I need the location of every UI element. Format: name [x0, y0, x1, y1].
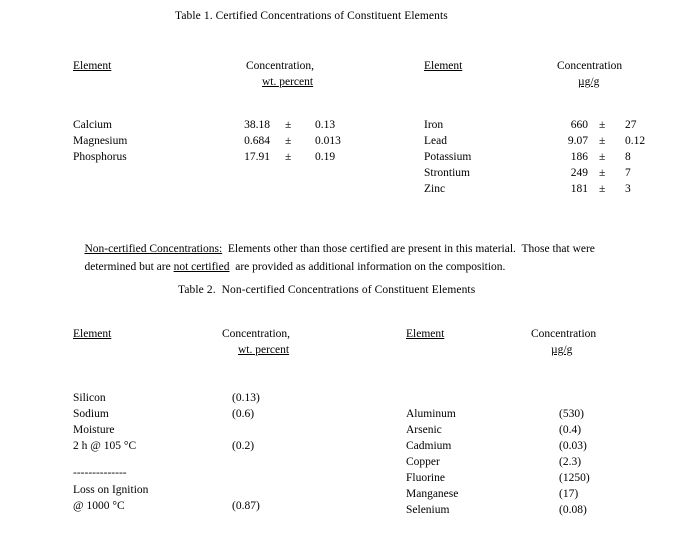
table-row-value: (0.13) — [232, 392, 260, 404]
table1-title: Table 1. Certified Concentrations of Constituent Elements — [175, 10, 448, 22]
table-row-value: 9.07 — [567, 135, 588, 147]
table-row-element: Potassium — [424, 151, 472, 163]
table-row-element: Lead — [424, 135, 447, 147]
table-row-value: 0.684 — [244, 135, 270, 147]
table1-right-concentration-header-line1: Concentration — [557, 60, 623, 72]
noncertified-note-text: Elements other than those certified are present in this material. Those that were — [222, 243, 595, 255]
table-row-value: 17.91 — [244, 151, 270, 163]
table-row-value: (0.2) — [232, 440, 255, 452]
table2-right-concentration-header-line1: Concentration — [531, 328, 597, 340]
table1-right-concentration-header-line2: µg/g — [578, 76, 600, 88]
table-row-value: 249 — [570, 167, 588, 179]
table-row-element: Strontium — [424, 167, 471, 179]
table-row-value: (530) — [559, 408, 584, 420]
table-row-uncertainty: 0.13 — [315, 119, 336, 131]
table-row-uncertainty: 0.19 — [315, 151, 336, 163]
table-row-plusminus: ± — [285, 151, 292, 163]
table-row-value: 660 — [570, 119, 588, 131]
table-row-value: (1250) — [559, 472, 590, 484]
table1-left-concentration-header-line2: wt. percent — [262, 76, 314, 88]
table-row-plusminus: ± — [285, 135, 292, 147]
table-row-uncertainty: 7 — [625, 167, 631, 179]
table2-left-concentration-header-line1: Concentration, — [222, 328, 291, 340]
table-row-plusminus: ± — [599, 135, 606, 147]
table-row-uncertainty: 0.013 — [315, 135, 341, 147]
noncertified-note-line2-part2: are provided as additional information on the composition. — [229, 261, 506, 273]
table2-right-element-header: Element — [406, 328, 445, 340]
table-row-value: (0.03) — [559, 440, 587, 452]
noncertified-note-line2-underlined: not certified — [173, 261, 230, 273]
table1-left-element-header: Element — [73, 60, 112, 72]
table-row-element: Copper — [406, 456, 440, 468]
table-row-element: 2 h @ 105 °C — [73, 440, 137, 452]
table-row-value: 38.18 — [244, 119, 270, 131]
table-row-element: Silicon — [73, 392, 106, 404]
table-row-uncertainty: 8 — [625, 151, 631, 163]
table1-left-concentration-header-line1: Concentration, — [246, 60, 315, 72]
noncertified-note-line2-part1: determined but are — [84, 261, 174, 273]
table-row-plusminus: ± — [285, 119, 292, 131]
table-row-plusminus: ± — [599, 151, 606, 163]
table-row-plusminus: ± — [599, 167, 606, 179]
table-row-uncertainty: 3 — [625, 183, 631, 195]
table-row-value: (0.87) — [232, 500, 260, 512]
table-row-element: @ 1000 °C — [73, 500, 125, 512]
table-row-value: (2.3) — [559, 456, 582, 468]
table-row-element: Loss on Ignition — [73, 484, 149, 496]
table-row-element: Zinc — [424, 183, 446, 195]
table-row-value: (0.4) — [559, 424, 582, 436]
table2-right-concentration-header-line2: µg/g — [551, 344, 573, 356]
table-row-element: Aluminum — [406, 408, 456, 420]
table-row-element: Selenium — [406, 504, 450, 516]
table-row-value: (0.08) — [559, 504, 587, 516]
table-row-element: Sodium — [73, 408, 109, 420]
table-row-element: Manganese — [406, 488, 459, 500]
table-row-uncertainty: 0.12 — [625, 135, 646, 147]
table-row-value: 181 — [570, 183, 588, 195]
table-row-element: Iron — [424, 119, 444, 131]
table-row-plusminus: ± — [599, 183, 606, 195]
table-row-element: Phosphorus — [73, 151, 127, 163]
table-row-element: Magnesium — [73, 135, 128, 147]
table2-left-element-header: Element — [73, 328, 112, 340]
table-row-value: 186 — [570, 151, 588, 163]
table-row-element: Arsenic — [406, 424, 442, 436]
table-row-element: Calcium — [73, 119, 112, 131]
table-row-value: (17) — [559, 488, 579, 500]
table-row-separator: -------------- — [73, 467, 127, 479]
table-row-value: (0.6) — [232, 408, 255, 420]
table2-left-concentration-header-line2: wt. percent — [238, 344, 290, 356]
table-row-element: Moisture — [73, 424, 115, 436]
table1-right-element-header: Element — [424, 60, 463, 72]
table-row-uncertainty: 27 — [625, 119, 637, 131]
table-row-plusminus: ± — [599, 119, 606, 131]
table2-title: Table 2. Non-certified Concentrations of Constituent Elements — [178, 284, 476, 296]
noncertified-note-label: Non-certified Concentrations: — [84, 243, 223, 255]
table-row-element: Cadmium — [406, 440, 452, 452]
table-row-element: Fluorine — [406, 472, 445, 484]
